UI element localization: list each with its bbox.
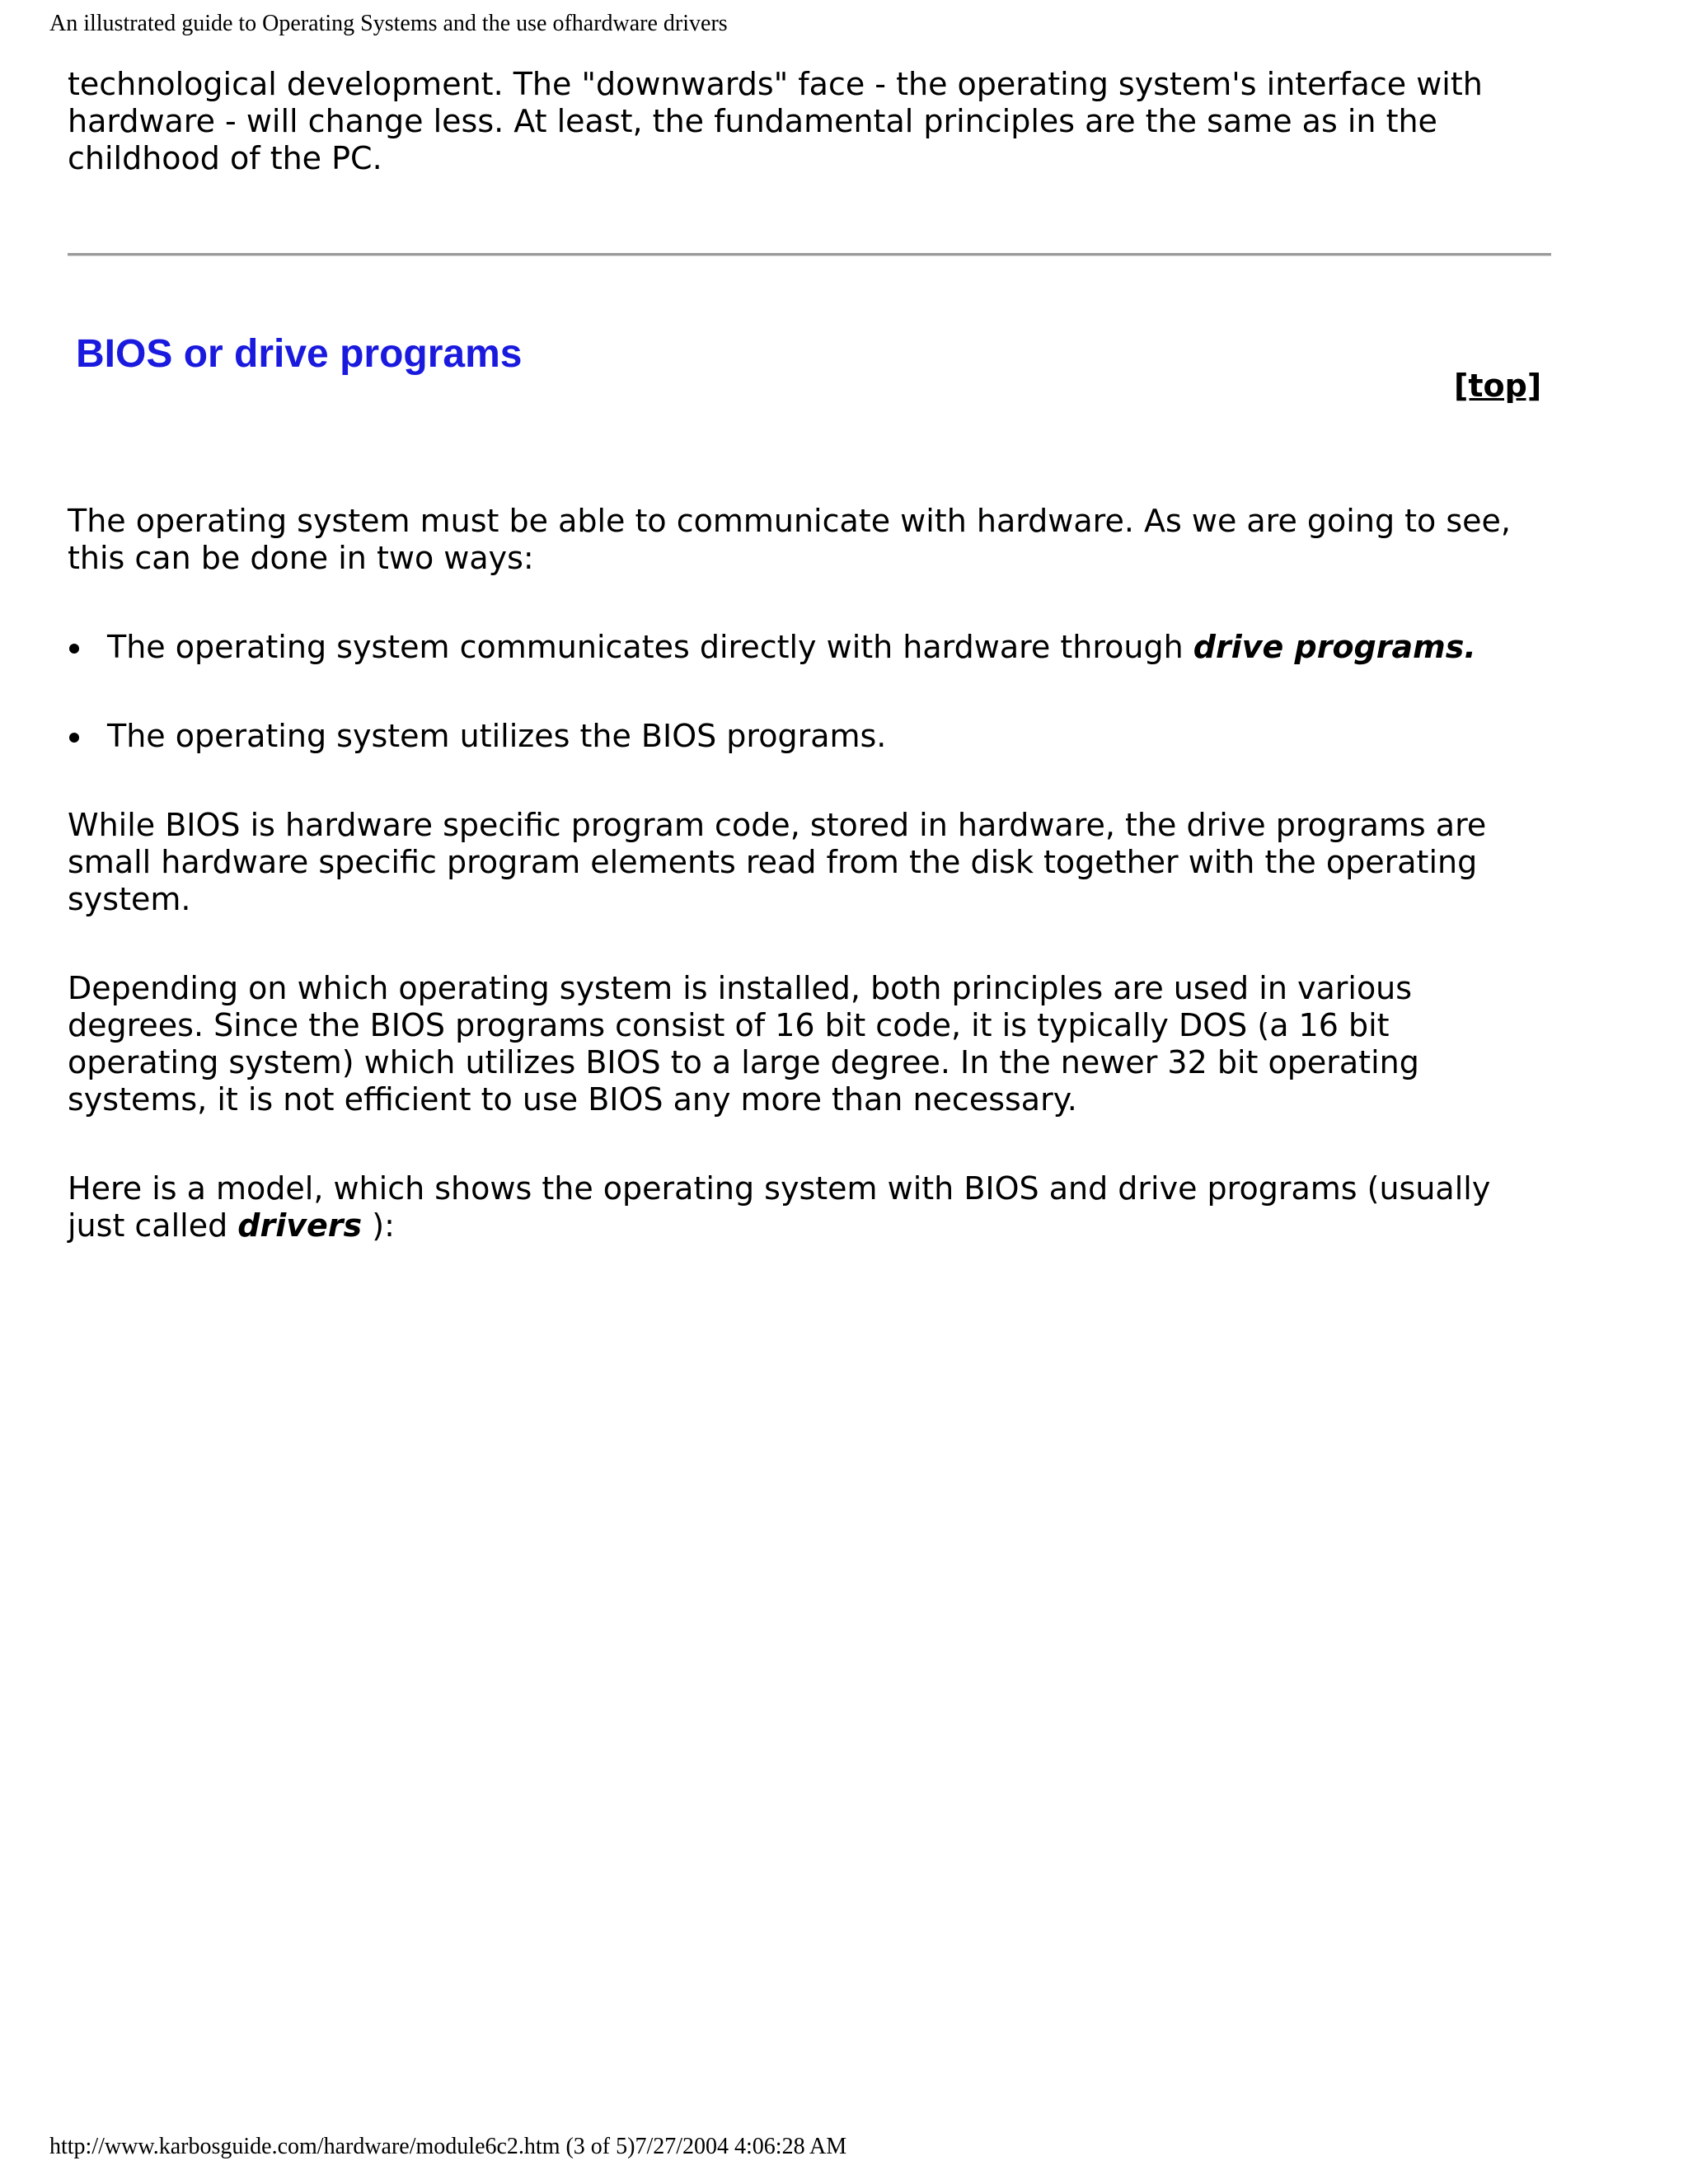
paragraph-3-line-2: degrees. Since the BIOS programs consist of 16 bit code, it is typically DOS (a 16 bit xyxy=(68,1007,1390,1043)
paragraph-bios-vs-drivers xyxy=(68,807,1551,918)
paragraph-communicate xyxy=(68,503,1551,577)
intro-paragraph xyxy=(68,66,1551,177)
intro-line-1: technological development. The "downwards" face - the operating system's interface with xyxy=(68,66,1483,102)
bullet-icon xyxy=(69,733,79,743)
paragraph-2-line-1: While BIOS is hardware specific program code, stored in hardware, the drive programs are xyxy=(68,807,1487,843)
list-item xyxy=(68,718,1551,755)
intro-line-3: childhood of the PC. xyxy=(68,140,382,176)
paragraph-2-line-3: system. xyxy=(68,881,191,917)
paragraph-1-line-2: this can be done in two ways: xyxy=(68,540,534,576)
print-footer: http://www.karbosguide.com/hardware/module6c2.htm (3 of 5)7/27/2004 4:06:28 AM xyxy=(49,2134,847,2159)
paragraph-model xyxy=(68,1170,1551,1244)
paragraph-4-line-2-suffix: ): xyxy=(362,1207,395,1244)
horizontal-divider xyxy=(68,253,1551,256)
bullet-1-text: The operating system communicates directly with hardware through xyxy=(107,629,1193,665)
bullet-1-emphasis: drive programs. xyxy=(1193,629,1476,665)
paragraph-depending xyxy=(68,970,1551,1118)
bullet-2-text: The operating system utilizes the BIOS programs. xyxy=(107,718,887,754)
back-to-top-link[interactable]: [top] xyxy=(1454,368,1542,404)
paragraph-3-line-4: systems, it is not efficient to use BIOS any more than necessary. xyxy=(68,1081,1077,1118)
paragraph-1-line-1: The operating system must be able to communicate with hardware. As we are going to see, xyxy=(68,503,1512,539)
paragraph-4-emphasis: drivers xyxy=(237,1207,363,1244)
intro-line-2: hardware - will change less. At least, the fundamental principles are the same as in the xyxy=(68,103,1437,139)
paragraph-3-line-3: operating system) which utilizes BIOS to a large degree. In the newer 32 bit operating xyxy=(68,1044,1419,1080)
paragraph-4-line-1: Here is a model, which shows the operating system with BIOS and drive programs (usually xyxy=(68,1170,1491,1207)
bullet-icon xyxy=(69,644,79,654)
paragraph-2-line-2: small hardware specific program elements read from the disk together with the operating xyxy=(68,844,1478,880)
print-header: An illustrated guide to Operating Systems and the use ofhardware drivers xyxy=(49,11,728,36)
paragraph-3-line-1: Depending on which operating system is installed, both principles are used in various xyxy=(68,970,1413,1006)
list-item xyxy=(68,629,1551,666)
section-heading: BIOS or drive programs xyxy=(76,332,523,376)
section-body xyxy=(68,503,1551,1244)
paragraph-4-line-2-prefix: just called xyxy=(68,1207,238,1244)
